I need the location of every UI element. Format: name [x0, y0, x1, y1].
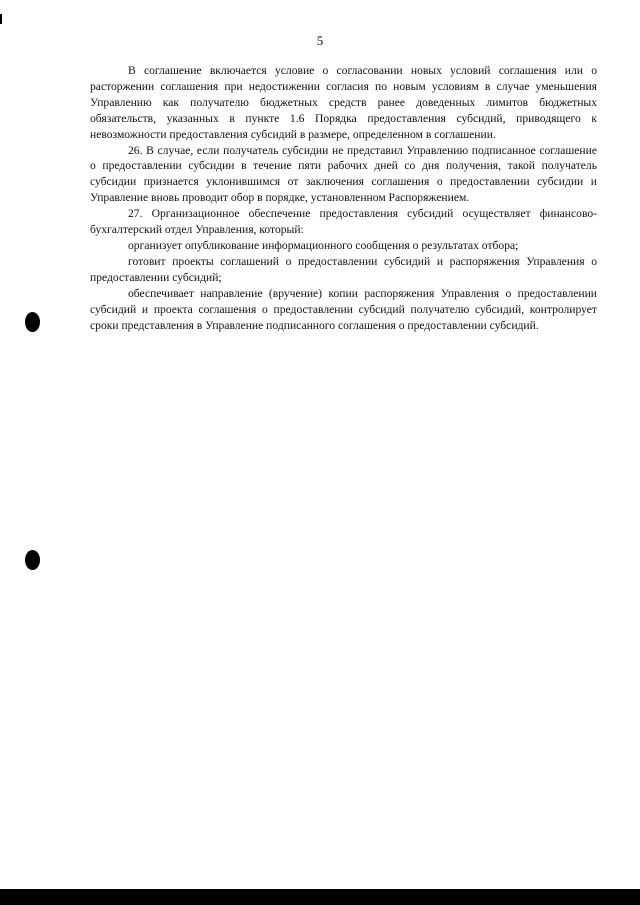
- document-body: [90, 63, 597, 333]
- duty-publish-info: организует опубликование информационного сообщения о результатах отбора;: [128, 238, 519, 252]
- scan-edge-mark: [0, 14, 2, 24]
- scan-bottom-edge: [0, 889, 640, 905]
- punch-hole-top: [25, 312, 40, 332]
- punch-hole-bottom: [25, 550, 40, 570]
- duty-prepare-drafts: готовит проекты соглашений о предоставлении субсидий и распоряжения Управления о предоставлении субсидий;: [90, 254, 597, 284]
- page-number: 5: [316, 33, 324, 48]
- paragraph-26: 26. В случае, если получатель субсидии не представил Управлению подписанное соглашение о предоставлении субсидии в течение пяти рабочих дней со дня получения, такой получатель субсидии признается уклонившимся от заключения соглашения о предоставлении субсидии и Управление вновь проводит обор в порядке, установленном Распоряжением.: [90, 143, 597, 205]
- duty-deliver-copies: обеспечивает направление (вручение) копии распоряжения Управления о предоставлении субсидий и проекта соглашения о предоставлении субсидий получателю субсидий, контролирует сроки представления в Управление подписанного соглашения о предоставлении субсидий.: [90, 286, 597, 332]
- paragraph-agreement-conditions: В соглашение включается условие о согласовании новых условий соглашения или о расторжении соглашения при недостижении согласия по новым условиям в случае уменьшения Управлению как получателю бюджетных средств ранее доведенных лимитов бюджетных обязательств, указанных в пункте 1.6 Порядка предоставления субсидий, приводящего к невозможности предоставления субсидий в размере, определенном в соглашении.: [90, 64, 597, 141]
- paragraph-27: 27. Организационное обеспечение предоставления субсидий осуществляет финансово-бухгалтерский отдел Управления, который:: [90, 207, 597, 237]
